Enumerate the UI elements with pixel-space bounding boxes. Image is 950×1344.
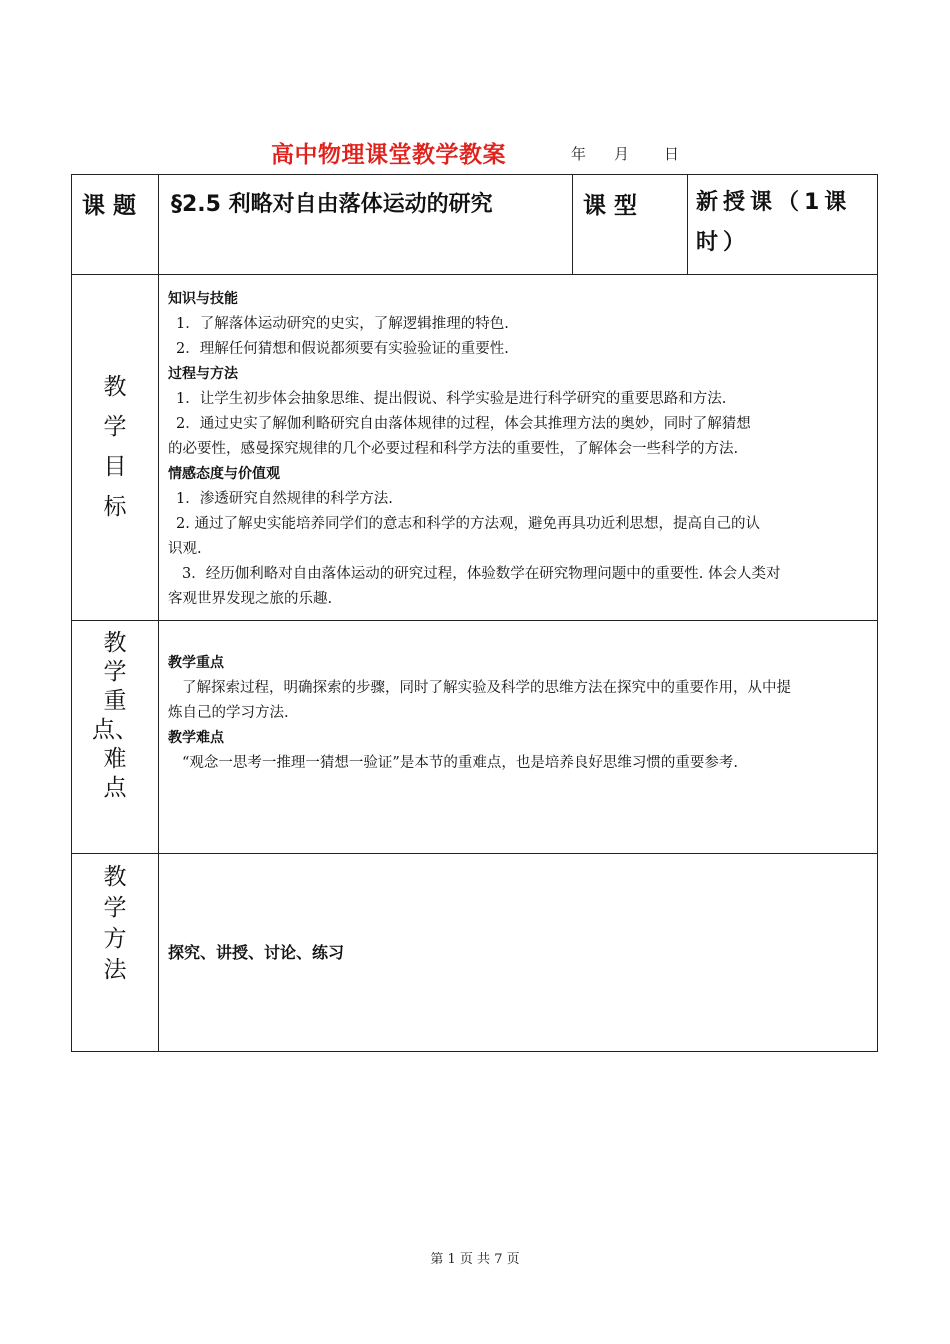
goals-row bbox=[72, 275, 878, 621]
topic-label-cell bbox=[72, 175, 159, 275]
goals-label-cell bbox=[72, 275, 159, 621]
method-row bbox=[72, 854, 878, 1052]
focus-label-char: 学 bbox=[103, 659, 127, 685]
knowledge-heading: 知识与技能 bbox=[168, 291, 238, 307]
type-label-cell bbox=[573, 175, 688, 275]
focus-row bbox=[72, 621, 878, 854]
difficulty-heading: 教学难点 bbox=[168, 730, 224, 746]
type-value-cell bbox=[688, 175, 878, 275]
course-type-value: 新授课（1课时） bbox=[696, 190, 852, 255]
focus-label-char: 点 bbox=[103, 775, 127, 801]
focus-label-cell bbox=[72, 621, 159, 854]
goals-label-char: 学 bbox=[103, 414, 127, 440]
method-label-char: 法 bbox=[103, 957, 127, 983]
process-item: 1．让学生初步体会抽象思维、提出假说、科学实验是进行科学研究的重要思路和方法. bbox=[176, 391, 727, 407]
method-label-cell bbox=[72, 854, 159, 1052]
date-month-label: 月 bbox=[614, 145, 630, 163]
process-item-continued: 的必要性，感曼探究规律的几个必要过程和科学方法的重要性，了解体会一些科学的方法. bbox=[168, 441, 739, 457]
focus-label bbox=[72, 621, 158, 803]
goals-content bbox=[159, 275, 877, 612]
document-title: 高中物理课堂教学教案 bbox=[271, 142, 506, 168]
focus-label-char: 重 bbox=[103, 688, 127, 714]
attitude-item-continued: 识观. bbox=[168, 541, 202, 557]
focus-label-char: 点、 bbox=[92, 717, 138, 743]
goals-label-char: 标 bbox=[103, 494, 127, 520]
topic-value-cell bbox=[159, 175, 573, 275]
date-day-label: 日 bbox=[664, 145, 680, 163]
date-year-label: 年 bbox=[571, 145, 587, 163]
method-label-char: 学 bbox=[103, 895, 127, 921]
process-heading: 过程与方法 bbox=[168, 366, 238, 382]
topic-label: 课题 bbox=[82, 193, 144, 219]
method-text: 探究、讲授、讨论、练习 bbox=[168, 943, 345, 962]
attitude-item: 1．渗透研究自然规律的科学方法. bbox=[176, 491, 393, 507]
method-label-char: 方 bbox=[103, 926, 127, 952]
key-point-text-continued: 炼自己的学习方法. bbox=[168, 705, 289, 721]
attitude-item-continued: 客观世界发现之旅的乐趣. bbox=[168, 591, 333, 607]
key-point-heading: 教学重点 bbox=[168, 655, 224, 671]
goals-label-char: 目 bbox=[103, 454, 127, 480]
knowledge-item: 1．了解落体运动研究的史实，了解逻辑推理的特色. bbox=[176, 316, 509, 332]
focus-content bbox=[159, 621, 877, 776]
attitude-heading: 情感态度与价值观 bbox=[168, 466, 280, 482]
document-header bbox=[0, 136, 950, 170]
goals-content-cell bbox=[159, 275, 878, 621]
attitude-item: 2. 通过了解史实能培养同学们的意志和科学的方法观，避免再具功近利思想，提高自己的认 bbox=[176, 516, 760, 532]
difficulty-text: “观念一思考一推理一猜想一验证”是本节的重难点，也是培养良好思维习惯的重要参考. bbox=[182, 755, 738, 771]
key-point-text: 了解探索过程，明确探索的步骤，同时了解实验及科学的思维方法在探究中的重要作用，从中提 bbox=[182, 680, 791, 696]
process-item: 2．通过史实了解伽利略研究自由落体规律的过程，体会其推理方法的奥妙，同时了解猜想 bbox=[176, 416, 751, 432]
focus-label-char: 难 bbox=[103, 746, 127, 772]
focus-content-cell bbox=[159, 621, 878, 854]
course-type-label: 课型 bbox=[583, 193, 645, 219]
focus-label-char: 教 bbox=[103, 630, 127, 656]
header-row bbox=[72, 175, 878, 275]
goals-label bbox=[72, 275, 158, 527]
page-footer: 第 1 页 共 7 页 bbox=[430, 1252, 520, 1267]
goals-label-char: 教 bbox=[103, 374, 127, 400]
lesson-plan-table bbox=[71, 174, 878, 1052]
method-label bbox=[72, 854, 158, 986]
attitude-item: 3．经历伽利略对自由落体运动的研究过程，体验数学在研究物理问题中的重要性. 体会人类对 bbox=[182, 566, 781, 582]
knowledge-item: 2．理解任何猜想和假说都须要有实验验证的重要性. bbox=[176, 341, 509, 357]
topic-value: §2.5 利略对自由落体运动的研究 bbox=[171, 192, 493, 217]
method-content-cell bbox=[159, 854, 878, 1052]
method-label-char: 教 bbox=[103, 864, 127, 890]
